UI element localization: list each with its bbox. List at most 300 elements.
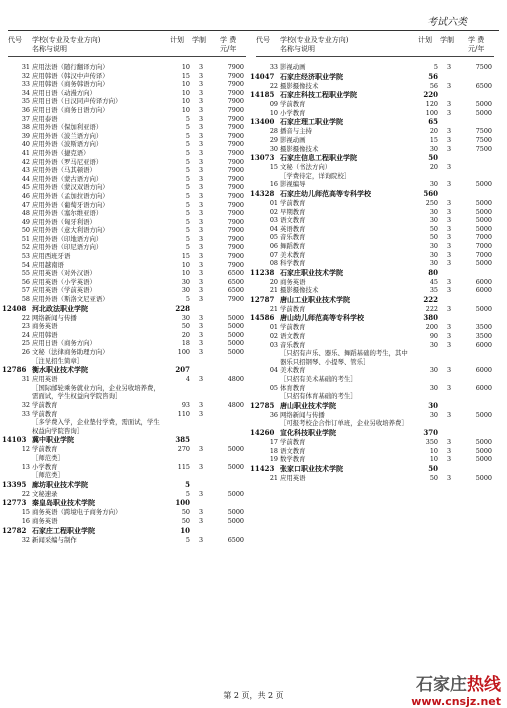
row-code: 18 xyxy=(269,446,278,455)
note-text: ［师范类］ xyxy=(32,453,64,462)
major-row xyxy=(8,106,246,115)
row-years: 3 xyxy=(198,174,204,183)
row-years: 3 xyxy=(198,313,204,322)
row-years: 3 xyxy=(198,226,204,235)
school-row xyxy=(2,479,246,490)
row-code: 47 xyxy=(21,200,30,209)
major-name: 应用外语（印地语方向） xyxy=(32,234,103,243)
school-row xyxy=(250,153,494,163)
row-plan: 560 xyxy=(423,188,438,198)
row-code: 33 xyxy=(269,63,278,71)
row-years: 3 xyxy=(198,269,204,278)
major-row xyxy=(8,517,246,526)
major-name: 学前教育 xyxy=(280,198,306,207)
major-row xyxy=(8,286,246,295)
col-name-2: 名称与说明 xyxy=(280,45,315,53)
row-code: 03 xyxy=(269,340,278,349)
row-years: 3 xyxy=(198,260,204,269)
row-plan: 5 xyxy=(185,535,190,544)
row-fee: 7900 xyxy=(227,63,244,71)
school-name: 廊坊职业技术学院 xyxy=(32,479,88,489)
major-row xyxy=(256,180,494,189)
major-row xyxy=(256,278,494,287)
row-code: 25 xyxy=(21,339,30,348)
row-plan: 35 xyxy=(429,286,438,295)
row-code: 12782 xyxy=(2,525,27,535)
row-code: 04 xyxy=(269,366,278,375)
row-years: 3 xyxy=(198,252,204,261)
row-plan: 20 xyxy=(429,163,438,172)
row-fee: 6500 xyxy=(227,277,244,286)
school-name: 石家庄幼儿师范高等专科学校 xyxy=(280,188,371,198)
row-years: 3 xyxy=(198,339,204,348)
note-text: ［注见招生简章］ xyxy=(32,356,84,365)
row-plan: 115 xyxy=(177,462,190,471)
col-plan: 计划 xyxy=(418,36,432,44)
school-row xyxy=(2,498,246,508)
row-years: 3 xyxy=(446,180,452,189)
row-code: 03 xyxy=(269,216,278,225)
major-row xyxy=(8,226,246,235)
major-row xyxy=(8,445,246,454)
row-plan: 5 xyxy=(185,174,190,183)
row-years: 3 xyxy=(198,97,204,106)
major-row xyxy=(256,447,494,456)
row-years: 3 xyxy=(446,446,452,455)
watermark-part1: 石家庄 xyxy=(416,675,467,695)
row-code: 11238 xyxy=(250,267,275,277)
row-fee: 6000 xyxy=(475,277,492,286)
row-code: 29 xyxy=(269,135,278,144)
row-fee: 7900 xyxy=(227,191,244,200)
major-row xyxy=(256,341,494,350)
row-code: 12 xyxy=(21,445,30,454)
row-plan: 5 xyxy=(185,148,190,157)
major-name: 语文教育 xyxy=(280,332,306,341)
row-code: 22 xyxy=(21,489,30,498)
row-code: 44 xyxy=(21,174,30,183)
row-plan: 50 xyxy=(429,224,438,233)
major-row xyxy=(256,242,494,251)
major-row xyxy=(256,305,494,314)
row-fee: 7900 xyxy=(227,234,244,243)
row-plan: 5 xyxy=(185,295,190,304)
note-row xyxy=(8,357,246,366)
row-code: 13395 xyxy=(2,479,27,489)
row-years: 3 xyxy=(198,400,204,409)
major-name: 音乐教育 xyxy=(280,340,306,349)
row-plan: 250 xyxy=(425,198,438,207)
major-name: 应用泰语 xyxy=(32,114,58,123)
row-fee: 7500 xyxy=(475,63,492,71)
major-row xyxy=(8,243,246,252)
row-plan: 30 xyxy=(181,286,190,295)
row-plan: 222 xyxy=(425,304,438,313)
major-name: 应用英语（小学英语） xyxy=(32,277,96,286)
major-row xyxy=(256,366,494,375)
major-name: 应用英语 xyxy=(32,375,58,384)
major-name: 英语教育 xyxy=(280,224,306,233)
major-name: 应用外语（捷克语） xyxy=(32,148,90,157)
row-years: 3 xyxy=(198,157,204,166)
row-fee: 5000 xyxy=(475,473,492,482)
major-name: 影视动画 xyxy=(280,63,306,71)
row-code: 32 xyxy=(21,400,30,409)
major-name: 影视编导 xyxy=(280,180,306,189)
row-code: 41 xyxy=(21,148,30,157)
row-code: 36 xyxy=(269,410,278,419)
major-name: 学前教育 xyxy=(280,304,306,313)
row-code: 43 xyxy=(21,166,30,175)
row-fee: 3500 xyxy=(475,323,492,332)
row-plan: 30 xyxy=(429,144,438,153)
row-code: 49 xyxy=(21,217,30,226)
major-row xyxy=(8,490,246,499)
major-row xyxy=(256,63,494,72)
row-plan: 4 xyxy=(185,375,190,384)
major-name: 播音与主持 xyxy=(280,127,312,136)
major-name: 应用英语 xyxy=(280,473,306,482)
row-fee: 7900 xyxy=(227,252,244,261)
school-row xyxy=(250,428,494,438)
row-fee: 5000 xyxy=(475,100,492,109)
major-row xyxy=(256,208,494,217)
major-row xyxy=(8,183,246,192)
row-plan: 220 xyxy=(423,90,438,100)
major-name: 应用外语（匈牙利语） xyxy=(32,217,96,226)
row-code: 57 xyxy=(21,286,30,295)
major-row xyxy=(256,259,494,268)
row-plan: 50 xyxy=(429,233,438,242)
row-plan: 110 xyxy=(177,409,190,418)
major-name: 商务英语 xyxy=(32,322,58,331)
row-fee: 6500 xyxy=(475,81,492,90)
major-row xyxy=(8,218,246,227)
major-row xyxy=(8,166,246,175)
major-row xyxy=(8,115,246,124)
school-row xyxy=(2,303,246,314)
row-code: 02 xyxy=(269,332,278,341)
row-years: 3 xyxy=(198,489,204,498)
major-name: 影视动画 xyxy=(280,135,306,144)
row-code: 50 xyxy=(21,226,30,235)
row-fee: 6500 xyxy=(227,286,244,295)
row-code: 06 xyxy=(269,241,278,250)
row-plan: 5 xyxy=(433,63,438,71)
row-years: 3 xyxy=(446,304,452,313)
school-row xyxy=(250,71,494,82)
major-name: 应用外语（孟加拉语方向） xyxy=(32,191,109,200)
row-plan: 350 xyxy=(425,438,438,446)
row-plan: 10 xyxy=(180,525,190,535)
major-name: 科学教育 xyxy=(280,259,306,268)
row-years: 3 xyxy=(198,462,204,471)
row-code: 12786 xyxy=(2,365,27,375)
row-fee: 7900 xyxy=(227,140,244,149)
row-code: 52 xyxy=(21,243,30,252)
row-years: 3 xyxy=(198,105,204,114)
major-name: 应用外语（塞尔维亚语） xyxy=(32,209,103,218)
note-text: ［国际邮轮乘务就业方向，企业另收培养费，需面试，学生权益向学院咨询］ xyxy=(32,383,160,401)
row-code: 14260 xyxy=(250,428,275,437)
row-fee: 5000 xyxy=(475,180,492,189)
major-name: 应用日语（动漫方向） xyxy=(32,88,96,97)
row-fee: 7900 xyxy=(227,183,244,192)
school-name: 石家庄经济职业学院 xyxy=(280,71,343,81)
row-plan: 93 xyxy=(181,400,190,409)
major-row xyxy=(8,209,246,218)
row-plan: 50 xyxy=(428,153,438,163)
school-name: 石家庄职业技术学院 xyxy=(280,267,343,277)
row-years: 3 xyxy=(446,127,452,136)
row-code: 38 xyxy=(21,123,30,132)
row-plan: 10 xyxy=(181,260,190,269)
major-name: 应用外语（斯洛文尼亚语） xyxy=(32,295,109,304)
right-table-body xyxy=(250,63,494,482)
row-years: 3 xyxy=(446,144,452,153)
row-code: 56 xyxy=(21,277,30,286)
row-years: 3 xyxy=(198,234,204,243)
major-row xyxy=(8,140,246,149)
row-years: 3 xyxy=(446,455,452,464)
major-row xyxy=(8,63,246,72)
major-name: 应用外语（葡萄牙语方向） xyxy=(32,200,109,209)
row-plan: 30 xyxy=(428,400,438,410)
row-code: 53 xyxy=(21,252,30,261)
major-name: 摄影摄像技术 xyxy=(280,286,319,295)
major-name: 应用日语（日汉同声传译方向） xyxy=(32,97,122,106)
major-row xyxy=(8,269,246,278)
row-fee: 7500 xyxy=(475,127,492,136)
major-name: 应用外语（意大利语方向） xyxy=(32,226,109,235)
row-years: 3 xyxy=(446,410,452,419)
school-row xyxy=(2,525,246,536)
major-row xyxy=(256,109,494,118)
note-row xyxy=(256,392,494,401)
row-plan: 5 xyxy=(185,140,190,149)
row-plan: 90 xyxy=(429,332,438,341)
row-code: 33 xyxy=(21,80,30,89)
row-code: 48 xyxy=(21,209,30,218)
row-plan: 30 xyxy=(429,366,438,375)
row-years: 3 xyxy=(198,191,204,200)
row-plan: 228 xyxy=(175,303,190,313)
row-years: 3 xyxy=(446,438,452,446)
row-code: 31 xyxy=(21,375,30,384)
school-name: 唐山工业职业技术学院 xyxy=(280,294,350,304)
row-fee: 5000 xyxy=(475,216,492,225)
major-row xyxy=(256,127,494,136)
note-row xyxy=(8,384,246,401)
row-fee: 7900 xyxy=(227,97,244,106)
row-code: 54 xyxy=(21,260,30,269)
row-years: 3 xyxy=(198,63,204,71)
major-row xyxy=(256,145,494,154)
note-text: ［只招有体育基础的考生］ xyxy=(280,392,357,401)
major-name: 应用西班牙语 xyxy=(32,252,71,261)
row-fee: 7900 xyxy=(227,157,244,166)
row-fee: 7900 xyxy=(227,217,244,226)
right-column xyxy=(250,34,494,482)
row-plan: 80 xyxy=(428,267,438,277)
row-plan: 30 xyxy=(429,180,438,189)
row-plan: 10 xyxy=(429,455,438,464)
row-code: 12773 xyxy=(2,498,27,508)
major-name: 应用外语（印尼语方向） xyxy=(32,243,103,252)
row-code: 33 xyxy=(21,409,30,418)
row-code: 01 xyxy=(269,323,278,332)
row-plan: 15 xyxy=(429,135,438,144)
row-fee: 4800 xyxy=(227,375,244,384)
major-name: 数学教育 xyxy=(280,455,306,464)
major-row xyxy=(8,463,246,472)
row-years: 3 xyxy=(198,200,204,209)
row-fee: 5000 xyxy=(475,198,492,207)
col-fee-1: 学 费 xyxy=(220,36,237,44)
school-name: 石家庄信息工程职业学院 xyxy=(280,153,357,163)
row-years: 3 xyxy=(198,508,204,517)
row-fee: 7900 xyxy=(227,243,244,252)
row-fee: 7900 xyxy=(227,123,244,132)
row-fee: 5000 xyxy=(475,224,492,233)
row-code: 12408 xyxy=(2,303,27,313)
major-name: 应用日语（商务日语方向） xyxy=(32,105,109,114)
row-fee: 7900 xyxy=(227,166,244,175)
major-name: 网络新闻与传播 xyxy=(32,313,77,322)
major-name: 音乐教育 xyxy=(280,233,306,242)
row-plan: 370 xyxy=(423,428,438,437)
major-row xyxy=(256,233,494,242)
row-plan: 5 xyxy=(185,200,190,209)
col-fee-1: 学 费 xyxy=(468,36,485,44)
row-years: 3 xyxy=(446,366,452,375)
school-name: 石家庄理工职业学院 xyxy=(280,117,343,127)
row-code: 39 xyxy=(21,131,30,140)
row-years: 3 xyxy=(446,473,452,482)
row-years: 3 xyxy=(446,277,452,286)
major-name: 应用外语（蒙汉双语方向） xyxy=(32,183,109,192)
row-code: 11423 xyxy=(250,463,275,473)
row-years: 3 xyxy=(446,135,452,144)
major-row xyxy=(256,82,494,91)
row-years: 3 xyxy=(198,286,204,295)
major-name: 应用韩语 xyxy=(32,330,58,339)
row-code: 13073 xyxy=(250,153,275,163)
row-code: 32 xyxy=(21,535,30,544)
row-plan: 20 xyxy=(429,127,438,136)
school-name: 宣化科技职业学院 xyxy=(280,428,336,437)
row-plan: 30 xyxy=(429,241,438,250)
row-fee: 7900 xyxy=(227,105,244,114)
row-fee: 7900 xyxy=(227,226,244,235)
column-header xyxy=(256,34,494,57)
row-code: 13400 xyxy=(250,117,275,127)
row-code: 13 xyxy=(21,462,30,471)
major-name: 商务英语（跨境电子商务方向） xyxy=(32,508,122,517)
row-fee: 5000 xyxy=(227,516,244,525)
row-code: 34 xyxy=(21,88,30,97)
major-name: 应用外语（保加利亚语） xyxy=(32,123,103,132)
row-years: 3 xyxy=(446,241,452,250)
row-plan: 10 xyxy=(181,63,190,71)
major-row xyxy=(256,286,494,295)
row-plan: 30 xyxy=(429,340,438,349)
watermark-part2: 热线 xyxy=(467,675,501,695)
row-plan: 15 xyxy=(181,71,190,80)
major-name: 文秘（书法方向） xyxy=(280,163,332,172)
major-row xyxy=(8,322,246,331)
row-years: 3 xyxy=(446,340,452,349)
school-row xyxy=(2,435,246,445)
major-row xyxy=(8,314,246,323)
row-code: 19 xyxy=(269,455,278,464)
major-row xyxy=(8,375,246,384)
row-fee: 5000 xyxy=(475,304,492,313)
major-name: 应用外语（马其顿语） xyxy=(32,166,96,175)
major-name: 应用英语（学前英语） xyxy=(32,286,96,295)
row-plan: 5 xyxy=(185,226,190,235)
row-code: 09 xyxy=(269,100,278,109)
row-fee: 7900 xyxy=(227,114,244,123)
row-code: 37 xyxy=(21,114,30,123)
major-row xyxy=(8,536,246,545)
row-years: 3 xyxy=(446,250,452,259)
row-code: 24 xyxy=(21,330,30,339)
major-name: 美术教育 xyxy=(280,250,306,259)
major-row xyxy=(8,72,246,81)
row-years: 3 xyxy=(446,233,452,242)
row-plan: 5 xyxy=(185,234,190,243)
row-years: 3 xyxy=(198,330,204,339)
row-years: 3 xyxy=(198,166,204,175)
major-row xyxy=(8,348,246,357)
major-name: 应用日语（商务方向） xyxy=(32,339,96,348)
note-text: ［师范类］ xyxy=(32,471,64,480)
row-years: 3 xyxy=(446,207,452,216)
row-fee: 7900 xyxy=(227,88,244,97)
row-plan: 10 xyxy=(181,269,190,278)
row-plan: 5 xyxy=(185,183,190,192)
row-plan: 10 xyxy=(181,80,190,89)
major-name: 摄影摄像技术 xyxy=(280,144,319,153)
major-row xyxy=(256,438,494,447)
row-plan: 270 xyxy=(177,445,190,454)
row-plan: 50 xyxy=(181,508,190,517)
row-plan: 30 xyxy=(429,207,438,216)
row-plan: 10 xyxy=(181,97,190,106)
row-fee: 6000 xyxy=(475,286,492,295)
school-name: 石家庄科技工程职业学院 xyxy=(280,90,357,100)
major-name: 学前教育 xyxy=(32,409,58,418)
row-fee: 7900 xyxy=(227,71,244,80)
row-plan: 30 xyxy=(429,410,438,419)
row-years: 3 xyxy=(198,322,204,331)
row-plan: 207 xyxy=(175,365,190,375)
note-row xyxy=(256,349,494,366)
major-row xyxy=(256,163,494,172)
school-row xyxy=(250,267,494,278)
row-plan: 100 xyxy=(177,348,190,356)
row-code: 05 xyxy=(269,233,278,242)
note-row xyxy=(256,375,494,384)
row-fee: 5000 xyxy=(475,259,492,268)
row-fee: 5000 xyxy=(227,445,244,454)
row-code: 21 xyxy=(269,473,278,482)
school-name: 唐山职业技术学院 xyxy=(280,400,336,410)
row-years: 3 xyxy=(198,183,204,192)
major-row xyxy=(256,474,494,483)
major-row xyxy=(256,384,494,393)
